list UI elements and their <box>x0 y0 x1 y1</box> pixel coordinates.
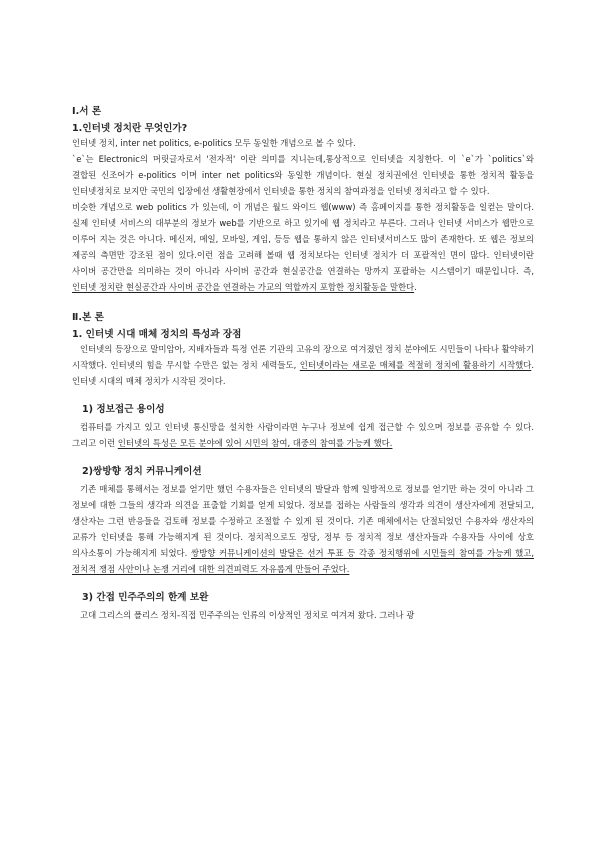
document-body <box>72 105 534 623</box>
paragraph-e-politics: `e`는 Electronic의 머릿글자로서 '전자적' 이란 의미를 지니는데,통상적으로 인터넷을 지칭한다. 이 `e`가 `politics`와 결합된 신조어가 e-politics 이며 inter net politics와 동일한 개념이다. 현실 정치권에선 인터넷을 통한 정치적 활동을 인터넷정치로 보지만 국민의 입장에선 생활현장에서 인터넷을 통한 정치의 참여과정을 인터넷 정치라고 할 수 있다. <box>72 154 534 196</box>
media-politics-text: 인터넷의 등장으로 말미암아, 지배자들과 특정 언론 기관의 고유의 장으로 여겨졌던 정치 분야에도 시민들이 나타나 활약하기 시작했다. 인터넷의 힘을 무시할 수만은 없는 정치 세력들도, <box>72 344 534 370</box>
section-1-title: Ⅰ.서 론 <box>72 106 102 117</box>
spacer <box>72 577 534 591</box>
paragraph-definition: 인터넷 정치, inter net politics, e-politics 모두 동일한 개념으로 볼 수 있다. <box>72 138 356 148</box>
web-politics-text: 비슷한 개념으로 web politics 가 있는데, 이 개념은 월드 와이드 웹(www) 즉 홈페이지를 통한 정치활동을 일컫는 말이다. 실제 인터넷 서비스의 대부분의 정보가 web를 기반으로 하고 있기에 웹 정치라고 부른다. 그러나 인터넷 서비스가 웹만으로 이루어 지는 것은 아니다. 메신저, 메일, 모바일, 게임, 등등 웹을 통하지 않은 인터넷서비스도 많이 존재한다. 또 웹은 정보의 제공의 측면만 강조된 점이 있다.이런 점을 고려해 볼때 웹 정치보다는 인터넷 정치가 더 포괄적인 면이 많다. 인터넷이란 사이버 공간만을 의미하는 것이 아니라 사이버 공간과 현실공간을 연결하는 망까지 포괄하는 시스템이기 때문입니다. 즉, <box>72 202 534 276</box>
subsection-3-title: 3) 간접 민주주의의 한계 보완 <box>82 592 209 603</box>
paragraph-web-politics <box>72 199 534 295</box>
spacer <box>72 451 534 465</box>
paragraph-media-politics <box>72 341 534 389</box>
underlined-two-way: 쌍방향 커뮤니케이션의 발달은 선거 투표 등 각종 정치행위에 시민들의 참여를 가능케 했고, 정치적 쟁점 사안이나 논쟁 거리에 대한 의견피력도 자유롭게 만들어 주었다. <box>72 548 534 574</box>
section-2-title: Ⅱ.본 론 <box>72 312 104 323</box>
underlined-media-politics: 인터넷이라는 새로운 매체를 적절히 정치에 활용하기 시작했다 <box>299 360 532 370</box>
underlined-definition: 인터넷 정치란 현실공간과 사이버 공간을 연결하는 가교의 역할까지 포함한 정치활동을 말한다 <box>72 282 415 292</box>
underlined-access: 인터넷의 특성은 모든 분야에 있어 시민의 참여, 대중의 참여를 가능케 했다. <box>117 438 393 448</box>
section-1-subtitle: 1.인터넷 정치란 무엇인가? <box>72 123 188 134</box>
spacer <box>72 295 534 311</box>
access-text: 컴퓨터를 가지고 있고 인터넷 통신망을 설치한 사람이라면 누구나 정보에 쉽게 접근할 수 있으며 정보를 공유할 수 있다. 그리고 이런 <box>72 422 534 448</box>
subsection-1-title: 1) 정보접근 용이성 <box>82 404 165 415</box>
section-2-subtitle: 1. 인터넷 시대 매체 정치의 특성과 장점 <box>72 329 242 340</box>
paragraph-two-way <box>72 481 534 577</box>
period: . <box>414 282 417 292</box>
paragraph-access <box>72 419 534 451</box>
two-way-text: 기존 매체를 통해서는 정보를 얻기만 했던 수용자들은 인터넷의 발달과 함께 일방적으로 정보를 얻기만 하는 것이 아니라 그 정보에 대한 그들의 생각과 의견을 표출할 기회를 얻게 되었다. 정보를 접하는 사람들의 생각과 의견이 생산자에게 전달되고, 생산자는 그런 반응들을 검토해 정보를 수정하고 조절할 수 있게 된 것이다. 기존 매체에서는 단절되었던 수용자와 생산자의 교류가 인터넷을 통해 가능해지게 된 것이다. 정치적으로도 정당, 정부 등 정치적 정보 생산자들과 수용자들 사이에 상호 의사소통이 가능해지게 되었다. <box>72 484 534 558</box>
media-politics-end: . 인터넷 시대의 매체 정치가 시작된 것이다. <box>72 360 534 386</box>
subsection-2-title: 2)쌍방향 정치 커뮤니케이션 <box>82 466 202 477</box>
paragraph-indirect-democracy: 고대 그리스의 폴리스 정치-직접 민주주의는 인류의 이상적인 정치로 여겨져 왔다. 그러나 광 <box>80 610 415 620</box>
spacer <box>72 389 534 403</box>
